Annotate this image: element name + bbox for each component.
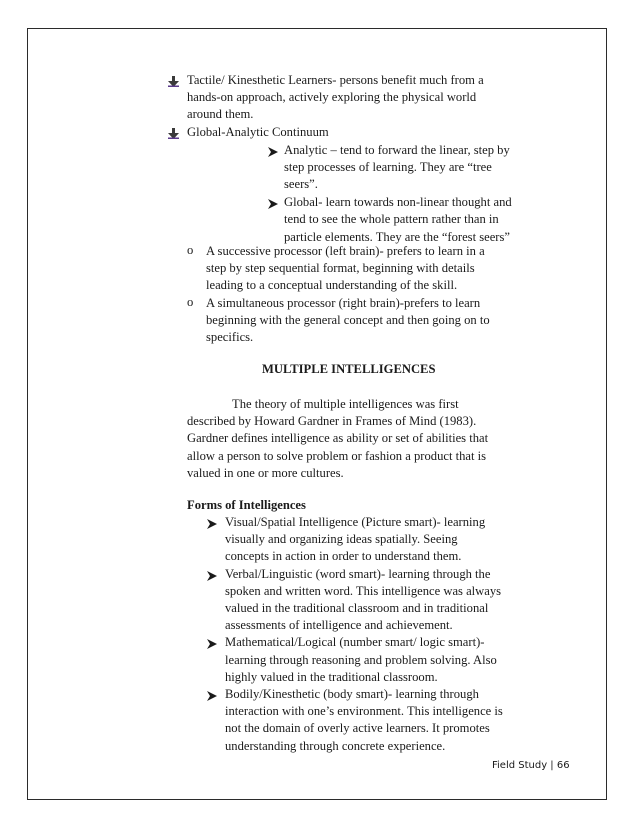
down-arrow-bullet-icon (168, 127, 179, 144)
intelligence-form-line: highly valued in the traditional classroom. (225, 669, 438, 684)
arrow-bullet-icon (207, 517, 217, 534)
intelligence-form-line: assessments of intelligence and achievement. (225, 618, 453, 633)
intelligence-form-line: learning through reasoning and problem solving. Also (225, 652, 497, 667)
processor-line: beginning with the general concept and then going on to (206, 312, 490, 327)
intro-paragraph-line: valued in one or more cultures. (187, 465, 344, 480)
intro-paragraph-line: allow a person to solve problem or fashion a product that is (187, 448, 487, 463)
continuum-item-line: step processes of learning. They are “tree (284, 160, 492, 175)
arrow-bullet-icon (207, 637, 217, 654)
intelligence-form-line: valued in the traditional classroom and in traditional (225, 601, 489, 615)
processor-line: leading to a conceptual understanding of the skill. (206, 278, 458, 293)
continuum-item-line: particle elements. They are the “forest seers” (284, 229, 510, 244)
intro-paragraph-line: The theory of multiple intelligences was first (232, 397, 459, 411)
arrow-bullet-icon (207, 569, 217, 586)
forms-heading: Forms of Intelligences (187, 498, 306, 512)
continuum-item-line: Analytic – tend to forward the linear, step by (284, 143, 510, 157)
arrow-bullet-icon (268, 197, 278, 214)
intelligence-form-line: spoken and written word. This intelligence was always (225, 583, 502, 598)
intelligence-form-line: interaction with one’s environment. This intelligence is (225, 704, 503, 719)
intelligence-form-line: Bodily/Kinesthetic (body smart)- learning through (225, 687, 479, 701)
circle-bullet-marker: o (187, 243, 194, 257)
top-bullet-line: Tactile/ Kinesthetic Learners- persons benefit much from a (187, 73, 484, 87)
continuum-item-line: tend to see the whole pattern rather than in (284, 212, 499, 227)
processor-line: specifics. (206, 330, 254, 344)
continuum-item-line: seers”. (284, 177, 318, 192)
intelligence-form-line: concepts in action in order to understand them. (225, 549, 462, 564)
top-bullet-line: around them. (187, 107, 254, 122)
intro-paragraph-line: described by Howard Gardner in Frames of Mind (1983). (187, 414, 477, 429)
intelligence-form-line: Visual/Spatial Intelligence (Picture smart)- learning (225, 515, 486, 529)
section-title: MULTIPLE INTELLIGENCES (262, 362, 436, 376)
processor-line: A successive processor (left brain)- prefers to learn in a (206, 244, 485, 258)
intelligence-form-line: Verbal/Linguistic (word smart)- learning through the (225, 566, 491, 581)
arrow-bullet-icon (268, 145, 278, 162)
continuum-item-line: Global- learn towards non-linear thought and (284, 195, 512, 210)
intelligence-form-line: not the domain of overly active learners. It promotes (225, 721, 490, 736)
processor-line: step by step sequential format, beginning with details (206, 261, 475, 276)
arrow-bullet-icon (207, 689, 217, 706)
circle-bullet-marker: o (187, 294, 194, 309)
page-footer: Field Study | 66 (492, 760, 570, 771)
processor-line: A simultaneous processor (right brain)-prefers to learn (206, 295, 481, 310)
intro-paragraph-line: Gardner defines intelligence as ability or set of abilities that (187, 431, 489, 446)
top-bullet-line: hands-on approach, actively exploring the physical world (187, 90, 477, 105)
intelligence-form-line: Mathematical/Logical (number smart/ logic smart)- (225, 635, 485, 650)
down-arrow-bullet-icon (168, 75, 179, 92)
intelligence-form-line: understanding through concrete experience. (225, 738, 446, 753)
intelligence-form-line: visually and organizing ideas spatially. Seeing (225, 532, 458, 547)
top-bullet-line: Global-Analytic Continuum (187, 124, 329, 139)
